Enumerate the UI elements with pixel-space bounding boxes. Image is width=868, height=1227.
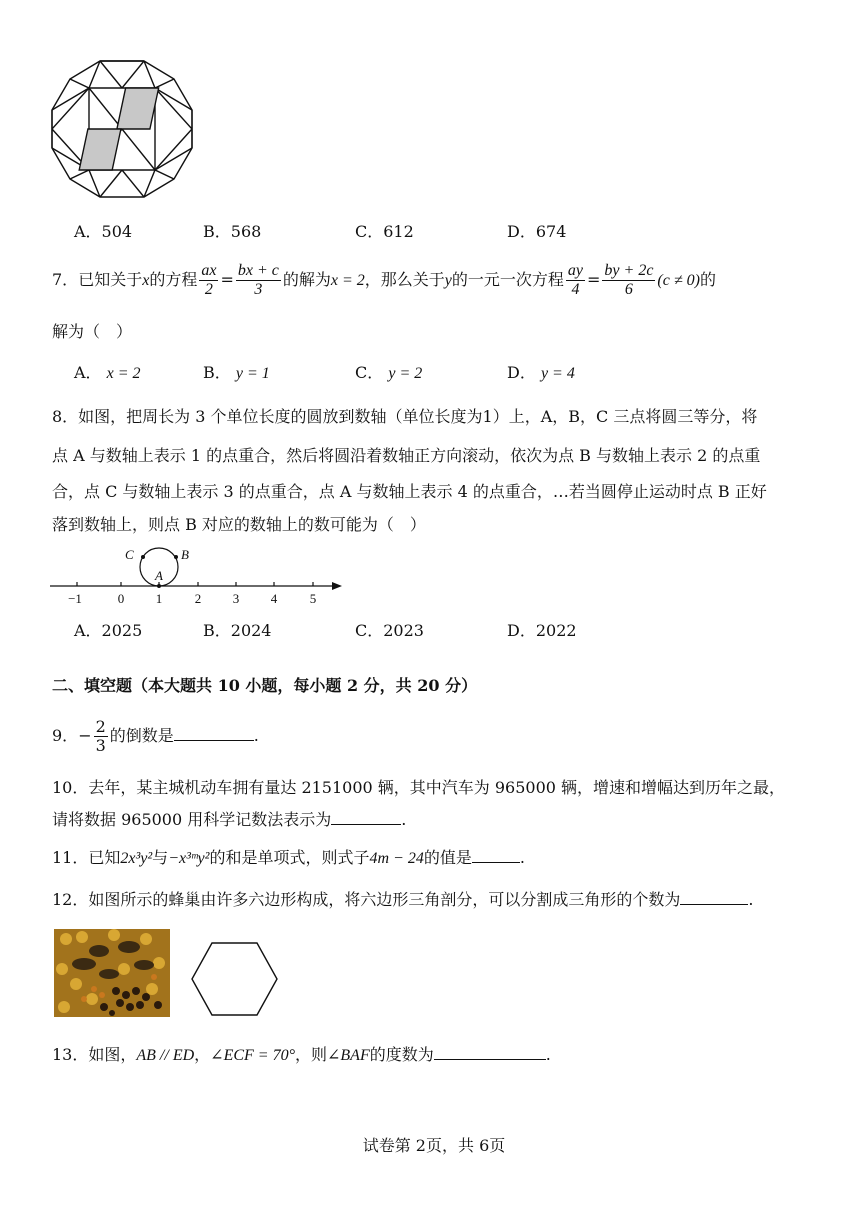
option-value: x = 2 bbox=[106, 365, 141, 382]
q7-option-b[interactable] bbox=[203, 360, 270, 383]
answer-blank[interactable] bbox=[174, 724, 254, 741]
answer-blank[interactable] bbox=[434, 1043, 546, 1060]
period: . bbox=[748, 890, 754, 909]
option-value: y = 2 bbox=[388, 365, 423, 382]
option-label: B． bbox=[203, 363, 231, 382]
q6-option-c[interactable]: C．612 bbox=[355, 222, 414, 241]
point-c bbox=[141, 555, 145, 559]
option-value: y = 4 bbox=[540, 365, 575, 382]
q13-angle: ∠ECF = 70° bbox=[210, 1047, 295, 1064]
minus-sign: − bbox=[78, 726, 92, 745]
q13-text: 的度数为 bbox=[369, 1045, 434, 1064]
fraction-denominator: 2 bbox=[204, 281, 213, 298]
period: . bbox=[253, 726, 259, 745]
q7-stem-line2: 解为（ ） bbox=[52, 322, 133, 341]
q7-text: ，那么关于 bbox=[364, 270, 445, 289]
period: . bbox=[545, 1045, 551, 1064]
number-line-figure bbox=[50, 540, 350, 612]
q7-eq2-right bbox=[602, 262, 655, 299]
answer-blank[interactable] bbox=[680, 888, 748, 905]
period: . bbox=[519, 848, 525, 867]
q7-var-y: y bbox=[444, 272, 452, 289]
q7-option-d[interactable] bbox=[507, 360, 575, 383]
fraction-numerator: ay bbox=[567, 262, 584, 279]
fraction-denominator: 3 bbox=[254, 281, 263, 298]
q7-stem: 7．已知关于x的方程 $\frac{ax}{2}$ = $\frac{bx + c}{3}$ 的解为x = 2，那么关于y的一元一次方程 $\frac{ay}{4}$ = $\frac{by + 2c}{6}$ (c ≠ 0)的 bbox=[52, 262, 716, 298]
q10-stem-line2 bbox=[52, 808, 828, 832]
fraction-denominator: 4 bbox=[571, 281, 580, 298]
q11-term1: 2x³y² bbox=[120, 850, 153, 867]
q8-stem-line3: 合，点 C 与数轴上表示 3 的点重合，点 A 与数轴上表示 4 的点重合，…若当圆停止运动时点 B 正好 bbox=[52, 482, 767, 501]
q7-option-c[interactable] bbox=[355, 360, 422, 383]
q13-text: 13．如图， bbox=[52, 1045, 137, 1064]
q11-text: 的和是单项式，则式子 bbox=[209, 848, 370, 867]
q7-text: 的方程 bbox=[149, 270, 198, 289]
q9-stem bbox=[52, 716, 828, 756]
q7-eq1-left bbox=[199, 262, 218, 299]
q7-var-x: x bbox=[142, 272, 150, 289]
fraction-denominator: 3 bbox=[95, 736, 106, 755]
tick-label: 2 bbox=[194, 591, 202, 606]
q7-eq2-left bbox=[566, 262, 585, 299]
label-b: B bbox=[181, 547, 189, 562]
q6-option-b[interactable]: B．568 bbox=[203, 222, 262, 241]
q7-text: 的一元一次方程 bbox=[451, 270, 564, 289]
q11-text: 11．已知 bbox=[52, 848, 121, 867]
tick-label: 0 bbox=[117, 591, 125, 606]
q6-option-d[interactable]: D．674 bbox=[507, 222, 567, 241]
point-b bbox=[174, 555, 178, 559]
q9-text: 的倒数是 bbox=[109, 726, 174, 745]
option-value: y = 1 bbox=[235, 365, 270, 382]
tick-label: 3 bbox=[232, 591, 240, 606]
q13-text: ，则 bbox=[294, 1045, 327, 1064]
honeycomb-photo bbox=[54, 929, 170, 1017]
option-label: C． bbox=[355, 363, 384, 382]
tick-label: 5 bbox=[309, 591, 317, 606]
q7-text: 的 bbox=[699, 270, 716, 289]
tick-label: −1 bbox=[68, 591, 82, 606]
q11-expression: 4m − 24 bbox=[369, 850, 424, 867]
option-label: A． bbox=[74, 363, 102, 382]
q11-text: 的值是 bbox=[423, 848, 472, 867]
q9-fraction bbox=[94, 718, 108, 755]
q8-option-c[interactable]: C．2023 bbox=[355, 621, 424, 640]
q8-stem-line2: 点 A 与数轴上表示 1 的点重合，然后将圆沿着数轴正方向滚动，依次为点 B 与数轴上表示 2 的点重 bbox=[52, 446, 761, 465]
q7-option-a[interactable] bbox=[74, 360, 141, 383]
dodecagon-figure bbox=[48, 58, 196, 200]
hexagon-figure bbox=[190, 941, 280, 1017]
q12-stem bbox=[52, 888, 828, 912]
tick-label: 4 bbox=[270, 591, 278, 606]
point-a bbox=[157, 584, 161, 588]
q6-option-a[interactable]: A．504 bbox=[74, 222, 133, 241]
page-footer: 试卷第 2页，共 6页 bbox=[362, 1136, 506, 1155]
q11-stem bbox=[52, 846, 828, 871]
option-label: D． bbox=[507, 363, 536, 382]
q8-stem-line4: 落到数轴上，则点 B 对应的数轴上的数可能为（ ） bbox=[52, 515, 426, 534]
period: . bbox=[401, 810, 407, 829]
q7-number: 7． bbox=[52, 270, 79, 289]
answer-blank[interactable] bbox=[331, 808, 401, 825]
q9-number: 9． bbox=[52, 726, 79, 745]
q12-text: 12．如图所示的蜂巢由许多六边形构成，将六边形三角剖分，可以分割成三角形的个数为 bbox=[52, 890, 681, 909]
q8-stem-line1: 8．如图，把周长为 3 个单位长度的圆放到数轴（单位长度为1）上，A，B，C 三点将圆三等分，将 bbox=[52, 407, 758, 426]
q7-condition: (c ≠ 0) bbox=[657, 272, 700, 289]
fraction-numerator: ax bbox=[201, 262, 217, 279]
q7-solution: x = 2 bbox=[330, 272, 365, 289]
q7-eq1-right bbox=[236, 262, 281, 299]
fraction-numerator: by + 2c bbox=[604, 262, 654, 279]
tick-label: 1 bbox=[155, 591, 163, 606]
label-a: A bbox=[155, 568, 163, 583]
q7-text: 的解为 bbox=[282, 270, 331, 289]
fraction-numerator: 2 bbox=[95, 717, 106, 736]
q10-text: 请将数据 965000 用科学记数法表示为 bbox=[52, 810, 332, 829]
label-c: C bbox=[125, 547, 134, 562]
fraction-numerator: bx + c bbox=[237, 262, 279, 279]
q11-text: 与 bbox=[152, 848, 169, 867]
q11-term2: −x³ᵐy² bbox=[168, 850, 210, 867]
fraction-denominator: 6 bbox=[624, 281, 633, 298]
q13-parallel: AB // ED bbox=[136, 1047, 195, 1064]
q13-target-angle: ∠BAF bbox=[327, 1047, 370, 1064]
q13-text: ， bbox=[194, 1045, 211, 1064]
q8-option-b[interactable]: B．2024 bbox=[203, 621, 272, 640]
q8-option-d[interactable]: D．2022 bbox=[507, 621, 577, 640]
q13-stem bbox=[52, 1043, 828, 1068]
section-title: 二、填空题（本大题共 10 小题，每小题 2 分，共 20 分） bbox=[52, 676, 478, 695]
answer-blank[interactable] bbox=[472, 846, 520, 863]
q10-stem-line1: 10．去年，某主城机动车拥有量达 2151000 辆，其中汽车为 965000 辆，增速和增幅达到历年之最， bbox=[52, 778, 786, 797]
q7-text: 已知关于 bbox=[78, 270, 143, 289]
q8-option-a[interactable]: A．2025 bbox=[74, 621, 143, 640]
